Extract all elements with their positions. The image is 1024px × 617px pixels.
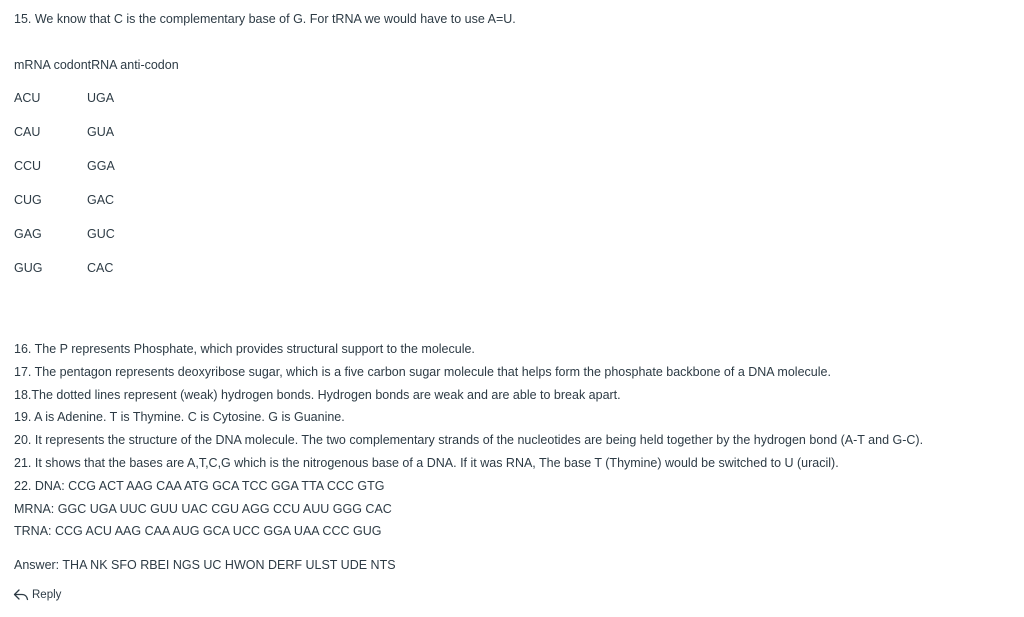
answer-19: 19. A is Adenine. T is Thymine. C is Cytosine. G is Guanine. bbox=[14, 410, 345, 425]
mrna-codon: CCU bbox=[14, 159, 42, 173]
trna-anticodon: UGA bbox=[87, 91, 115, 105]
mrna-codon: CUG bbox=[14, 193, 42, 207]
trna-anticodon: GUC bbox=[87, 227, 115, 241]
answer-22-dna: 22. DNA: CCG ACT AAG CAA ATG GCA TCC GGA TTA CCC GTG bbox=[14, 478, 385, 493]
codon-table bbox=[14, 91, 214, 295]
answer-17: 17. The pentagon represents deoxyribose sugar, which is a five carbon sugar molecule that helps form the phosphate backbone of a DNA molecule. bbox=[14, 364, 831, 379]
final-answer: Answer: THA NK SFO RBEI NGS UC HWON DERF ULST UDE NTS bbox=[14, 558, 396, 572]
intro-text: 15. We know that C is the complementary base of G. For tRNA we would have to use A=U. bbox=[14, 12, 516, 26]
table-row bbox=[14, 227, 214, 261]
answer-20: 20. It represents the structure of the DNA molecule. The two complementary strands of the nucleotides are being held together by the hydrogen bond (A-T and G-C). bbox=[14, 433, 924, 448]
trna-anticodon: CAC bbox=[87, 261, 114, 275]
answer-list bbox=[14, 342, 923, 547]
reply-button[interactable] bbox=[13, 588, 61, 601]
trna-anticodon: GAC bbox=[87, 193, 115, 207]
answer-22-mrna: MRNA: GGC UGA UUC GUU UAC CGU AGG CCU AUU GGG CAC bbox=[14, 501, 392, 516]
table-row bbox=[14, 159, 214, 193]
trna-anticodon: GGA bbox=[87, 159, 115, 173]
codon-table-header: mRNA codontRNA anti-codon bbox=[14, 58, 179, 72]
mrna-codon: GAG bbox=[14, 227, 42, 241]
answer-21: 21. It shows that the bases are A,T,C,G which is the nitrogenous base of a DNA. If it was RNA, The base T (Thymine) would be switched to U (uracil). bbox=[14, 455, 839, 470]
table-row bbox=[14, 261, 214, 295]
answer-18: 18.The dotted lines represent (weak) hydrogen bonds. Hydrogen bonds are weak and are able to break apart. bbox=[14, 387, 621, 402]
table-row bbox=[14, 193, 214, 227]
table-row bbox=[14, 91, 214, 125]
answer-16: 16. The P represents Phosphate, which provides structural support to the molecule. bbox=[14, 342, 475, 356]
trna-anticodon: GUA bbox=[87, 125, 115, 139]
mrna-codon: GUG bbox=[14, 261, 43, 275]
reply-arrow-icon bbox=[13, 588, 29, 601]
mrna-codon: CAU bbox=[14, 125, 41, 139]
table-row bbox=[14, 125, 214, 159]
answer-22-trna: TRNA: CCG ACU AAG CAA AUG GCA UCC GGA UAA CCC GUG bbox=[14, 524, 382, 539]
reply-label: Reply bbox=[32, 588, 62, 601]
mrna-codon: ACU bbox=[14, 91, 41, 105]
